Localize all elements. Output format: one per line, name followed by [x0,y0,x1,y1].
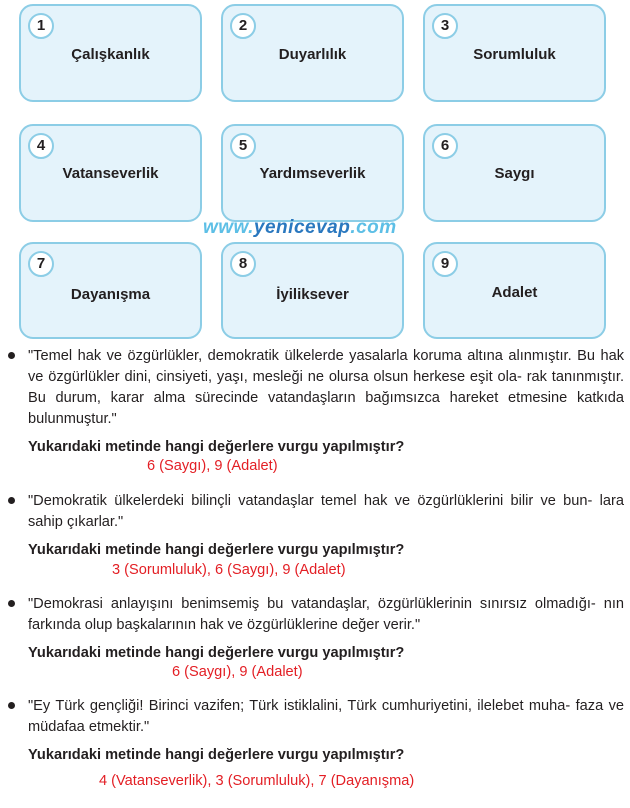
card-number-badge: 9 [432,251,458,277]
card-number-badge: 2 [230,13,256,39]
question-text [28,594,624,636]
bullet-icon [8,352,15,359]
question-prompt: Yukarıdaki metinde hangi değerlere vurgu yapılmıştır? [28,439,405,455]
card-label: Vatanseverlik [62,165,159,182]
value-card-7 [19,242,202,339]
card-number-badge: 3 [432,13,458,39]
text-line: "Demokrasi anlayışını benimsemiş bu vatandaşlar, özgürlüklerinin sınırsız olmadığı- [28,596,596,612]
card-label: Yardımseverlik [259,165,366,182]
text-line: "Ey Türk gençliği! Birinci vazifen; Türk istiklalini, Türk cumhuriyetini, ilelebet muha- [28,698,571,714]
value-card-3 [423,4,606,102]
card-number-badge: 1 [28,13,54,39]
answer-text: 6 (Saygı), 9 (Adalet) [172,664,303,680]
card-label: İyiliksever [276,286,349,303]
answer-text: 4 (Vatanseverlik), 3 (Sorumluluk), 7 (Dayanışma) [99,773,415,789]
value-card-9 [423,242,606,339]
card-label: Duyarlılık [278,46,347,63]
question-block-3 [8,594,624,661]
answer-text: 3 (Sorumluluk), 6 (Saygı), 9 (Adalet) [112,562,346,578]
card-label: Adalet [491,284,538,301]
card-number-badge: 7 [28,251,54,277]
question-prompt: Yukarıdaki metinde hangi değerlere vurgu yapılmıştır? [28,542,405,558]
watermark-suffix: .com [350,217,397,238]
answer-text: 6 (Saygı), 9 (Adalet) [147,458,278,474]
card-label: Saygı [494,165,535,182]
text-line: rak tanınmıştır. Bu durum, karar alma sürecinde vatandaşların bağımsızca hareket [28,369,624,406]
question-block-1 [8,346,624,455]
value-card-2 [221,4,404,102]
value-card-1 [19,4,202,102]
watermark-brand: yenicevap [253,217,351,238]
question-block-2 [8,491,624,558]
bullet-icon [8,497,15,504]
watermark-prefix: www. [203,217,254,238]
question-prompt: Yukarıdaki metinde hangi değerlere vurgu yapılmıştır? [28,645,405,661]
text-line: faza ve müdafaa etmektir." [28,698,624,735]
bullet-icon [8,702,15,709]
value-card-4 [19,124,202,222]
text-line: "Temel hak ve özgürlükler, demokratik ülkelerde yasalarla koruma altına alınmıştır. [28,348,572,364]
card-label: Sorumluluk [473,46,556,63]
question-text [28,346,624,430]
watermark-logo [203,217,397,239]
question-text [28,491,624,533]
text-line: Bu hak ve özgürlükler dini, cinsiyeti, yaşı, mesleği ne olursa olsun herkese eşit ola- [28,348,624,385]
text-line: "Demokratik ülkelerdeki bilinçli vatandaşlar temel hak ve özgürlüklerini bilir ve bun- [28,493,593,509]
value-card-6 [423,124,606,222]
card-number-badge: 5 [230,133,256,159]
question-block-4 [8,696,624,763]
card-number-badge: 8 [230,251,256,277]
card-number-badge: 6 [432,133,458,159]
value-card-8 [221,242,404,339]
value-card-5 [221,124,404,222]
text-line: etmesine katkıda bulunmuştur." [28,390,625,427]
bullet-icon [8,600,15,607]
question-prompt: Yukarıdaki metinde hangi değerlere vurgu yapılmıştır? [28,747,405,763]
card-label: Çalışkanlık [71,46,150,63]
card-label: Dayanışma [70,286,151,303]
text-line: lara sahip çıkarlar." [28,493,624,530]
text-line: nın farkında olup başkalarının hak ve özgürlüklerine değer verir." [28,596,624,633]
card-number-badge: 4 [28,133,54,159]
question-text [28,696,624,738]
